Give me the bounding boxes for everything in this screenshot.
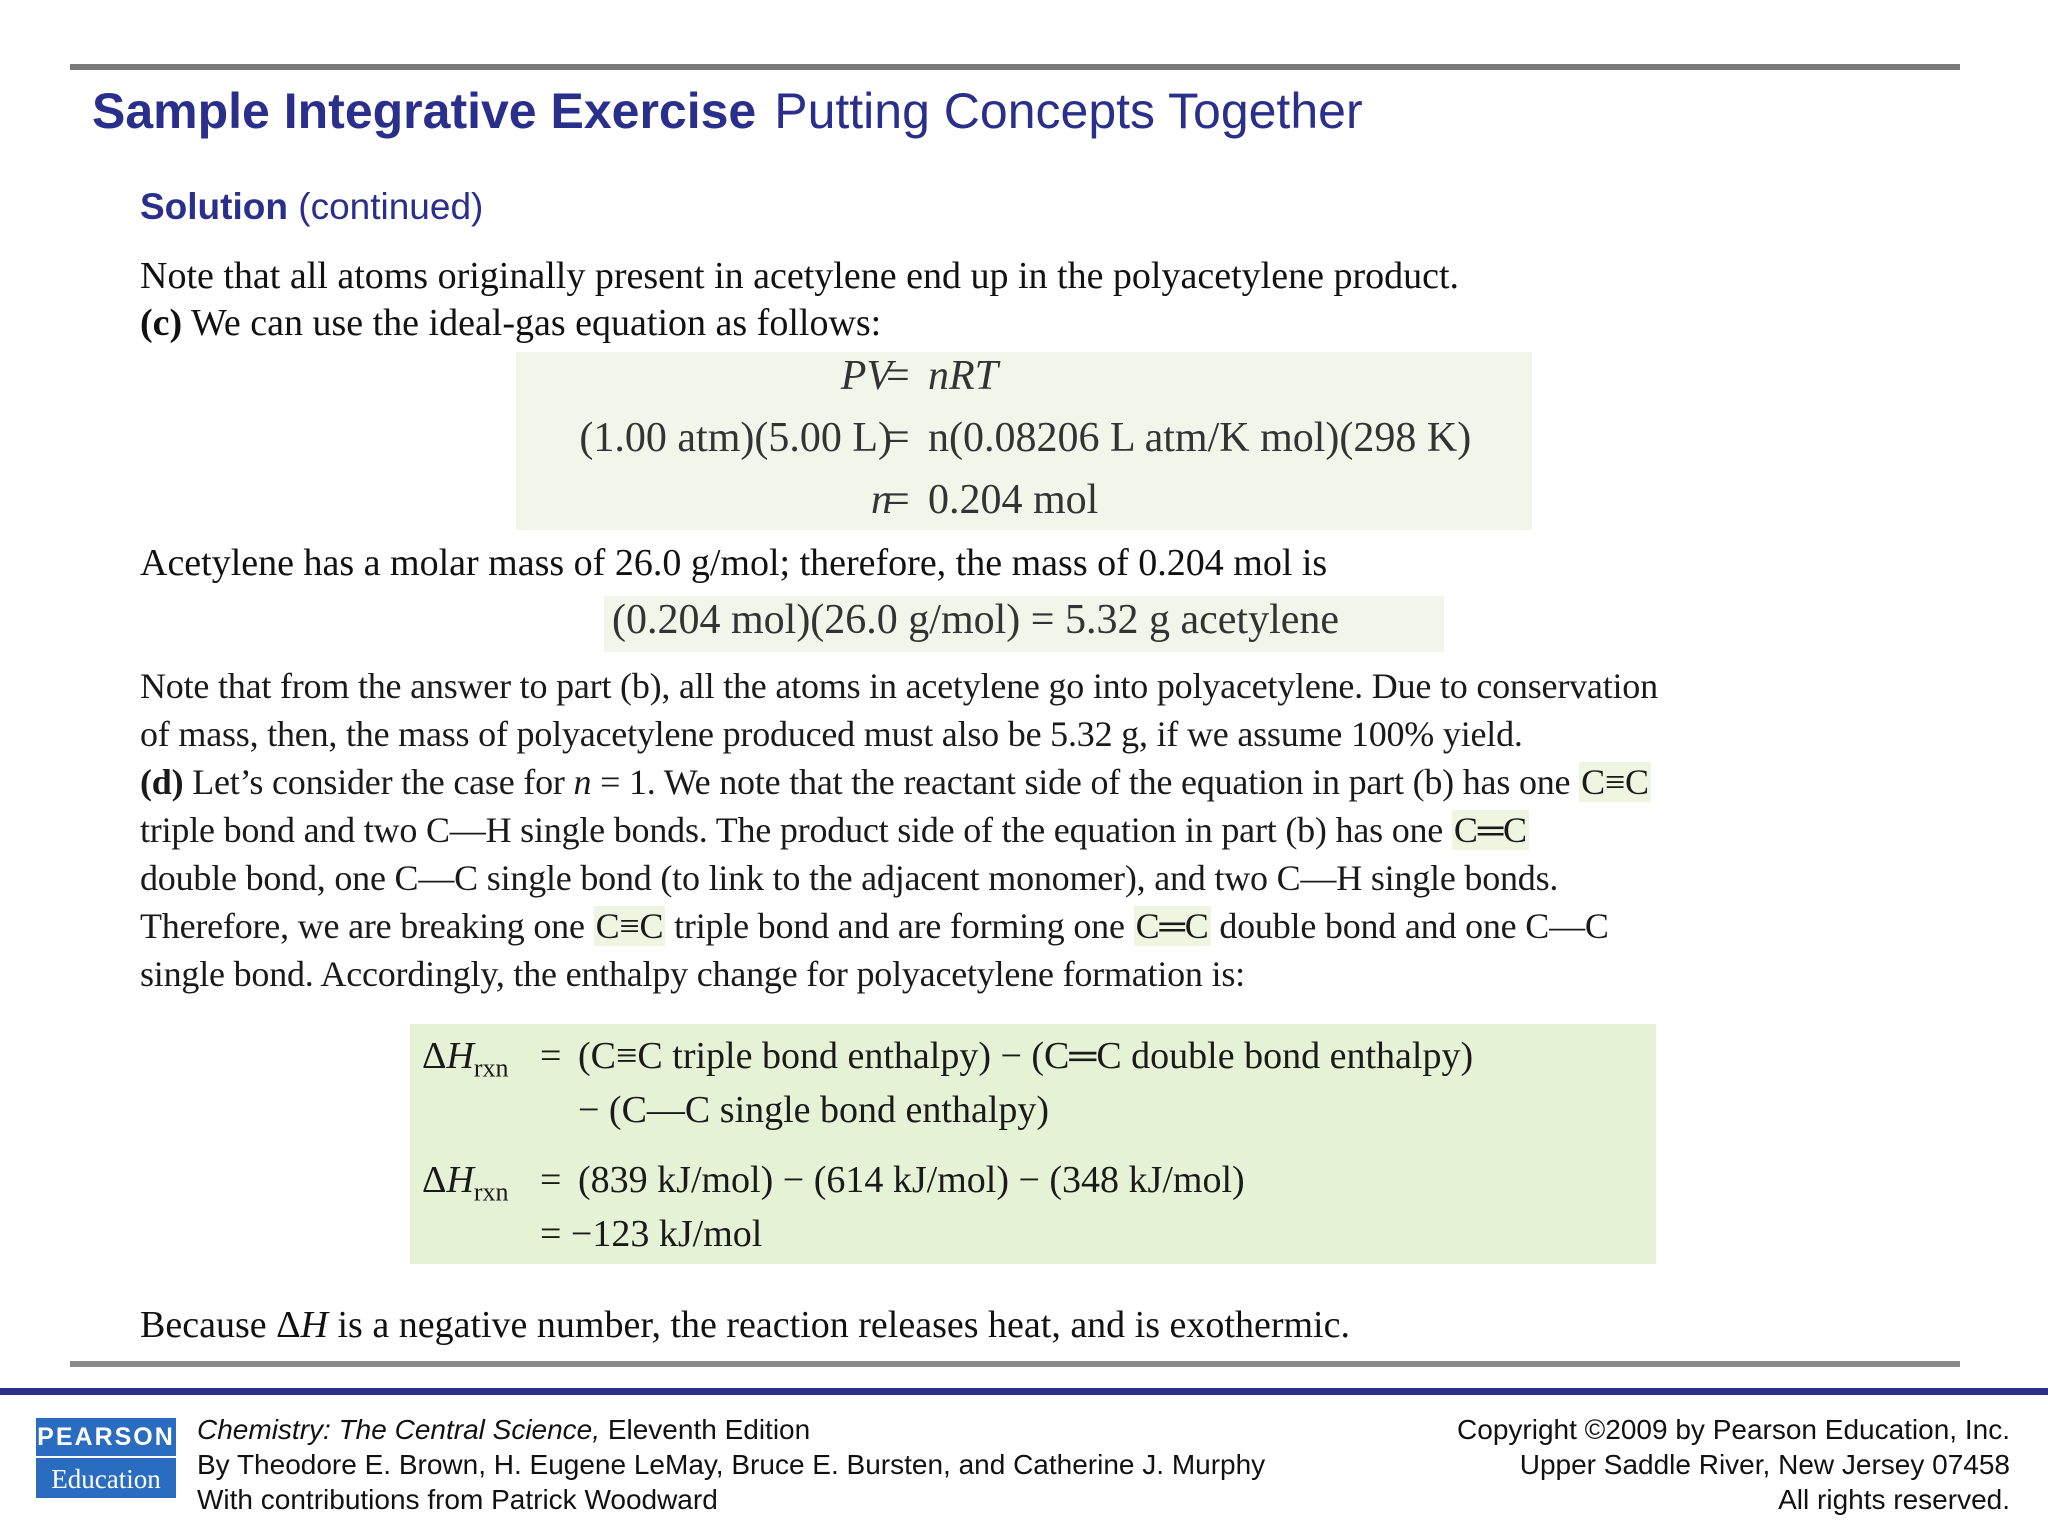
- eq-row2-rhs: n(0.08206 L atm/K mol)(298 K): [928, 415, 1472, 461]
- footer-bar: [0, 1388, 2048, 1395]
- ideal-gas-equation-box: [516, 352, 1532, 530]
- double-bond-symbol-2: C═C: [1135, 906, 1209, 946]
- eq-row3-lhs: n: [871, 477, 892, 523]
- triple-bond-symbol-2: C≡C: [595, 906, 664, 946]
- footer-book-title: Chemistry: The Central Science,: [197, 1414, 601, 1445]
- eq-row1-rhs: nRT: [928, 353, 999, 399]
- conclusion-line: [140, 1303, 1350, 1347]
- h-variable: H: [446, 1035, 474, 1077]
- part-c-text: We can use the ideal-gas equation as follows:: [191, 302, 882, 344]
- copyright-line-2: Upper Saddle River, New Jersey 07458: [1519, 1449, 2010, 1480]
- delta-symbol-2: Δ: [422, 1159, 447, 1201]
- logo-pearson: PEARSON: [37, 1423, 175, 1451]
- eq-row2-sign: =: [886, 415, 910, 461]
- mass-equation-box: [604, 596, 1444, 652]
- logo-education: Education: [36, 1456, 176, 1500]
- enthalpy-eq-sign-2: =: [540, 1159, 562, 1201]
- copyright-line-3: All rights reserved.: [1778, 1484, 2010, 1515]
- enthalpy-lhs-2: [422, 1158, 509, 1208]
- para-line-4: [140, 809, 1529, 851]
- part-c-label: (c): [140, 302, 183, 344]
- rxn-subscript-2: rxn: [473, 1177, 509, 1207]
- para-line-2: of mass, then, the mass of polyacetylene produced must also be 5.32 g, if we assume 100% yield.: [140, 714, 1523, 754]
- intro-line-1: Note that all atoms originally present in acetylene end up in the polyacetylene product.: [140, 255, 1460, 297]
- enthalpy-row-3: (839 kJ/mol) − (614 kJ/mol) − (348 kJ/mol): [578, 1159, 1245, 1201]
- conclusion-pre: Because Δ: [140, 1304, 301, 1346]
- para-line-6-text-a: Therefore, we are breaking one: [140, 906, 585, 946]
- footer-contributions: With contributions from Patrick Woodward: [197, 1484, 718, 1515]
- solution-continued: (continued): [298, 186, 484, 227]
- title-subtitle: Putting Concepts Together: [774, 83, 1363, 139]
- enthalpy-lhs-1: [422, 1034, 509, 1084]
- footer-authors: By Theodore E. Brown, H. Eugene LeMay, Bruce E. Bursten, and Catherine J. Murphy: [197, 1449, 1266, 1480]
- enthalpy-row-2: − (C—C single bond enthalpy): [578, 1089, 1050, 1131]
- para-line-3: [140, 761, 1651, 803]
- solution-label: Solution: [140, 186, 288, 227]
- rxn-subscript: rxn: [473, 1053, 509, 1083]
- footer-copyright: [1457, 1412, 2010, 1517]
- copyright-line-1: Copyright ©2009 by Pearson Education, Inc.: [1457, 1414, 2010, 1445]
- enthalpy-equation-box: [410, 1024, 1656, 1264]
- part-d-label: (d): [140, 762, 184, 802]
- eq-row2-lhs: (1.00 atm)(5.00 L): [579, 415, 892, 461]
- h-variable-2: H: [446, 1159, 474, 1201]
- para-line-3-text-a: Let’s consider the case for: [192, 762, 565, 802]
- eq-row3-rhs: 0.204 mol: [928, 477, 1099, 523]
- pearson-education-logo: [36, 1418, 176, 1498]
- para-line-6-text-c: double bond and one C—C: [1219, 906, 1609, 946]
- slide-title: [92, 82, 1363, 140]
- eq-row1-sign: =: [886, 353, 910, 399]
- eq-row1-lhs: PV: [840, 353, 892, 399]
- footer-edition: Eleventh Edition: [600, 1414, 811, 1445]
- para-line-7: single bond. Accordingly, the enthalpy change for polyacetylene formation is:: [140, 954, 1245, 994]
- top-divider: [70, 64, 1960, 70]
- delta-symbol: Δ: [422, 1035, 447, 1077]
- triple-bond-symbol: C≡C: [1581, 762, 1649, 802]
- solution-heading: [140, 186, 483, 228]
- para-line-6-text-b: triple bond and are forming one: [674, 906, 1125, 946]
- molar-mass-line: Acetylene has a molar mass of 26.0 g/mol; therefore, the mass of 0.204 mol is: [140, 542, 1328, 584]
- intro-line-2: [140, 301, 881, 345]
- bottom-divider: [70, 1361, 1960, 1367]
- para-line-3-text-b: = 1. We note that the reactant side of the equation in part (b) has one: [600, 762, 1571, 802]
- para-line-1: Note that from the answer to part (b), all the atoms in acetylene go into polyacetylene. Due to conservation: [140, 666, 1658, 706]
- eq-row3-sign: =: [886, 477, 910, 523]
- para-line-6: [140, 905, 1609, 947]
- conclusion-post: is a negative number, the reaction releases heat, and is exothermic.: [328, 1304, 1350, 1346]
- variable-n: n: [573, 762, 592, 802]
- footer-book-line: [197, 1412, 1265, 1447]
- footer-citation: [197, 1412, 1265, 1517]
- para-line-5: double bond, one C—C single bond (to link to the adjacent monomer), and two C—H single bonds.: [140, 858, 1559, 898]
- mass-equation: (0.204 mol)(26.0 g/mol) = 5.32 g acetylene: [612, 597, 1340, 643]
- title-bold: Sample Integrative Exercise: [92, 83, 757, 139]
- enthalpy-row-1: (C≡C triple bond enthalpy) − (C═C double bond enthalpy): [578, 1035, 1474, 1077]
- para-line-4-text: triple bond and two C—H single bonds. The product side of the equation in part (b) has one: [140, 810, 1444, 850]
- double-bond-symbol: C═C: [1453, 810, 1527, 850]
- enthalpy-eq-sign-1: =: [540, 1035, 562, 1077]
- conclusion-h: H: [300, 1304, 328, 1346]
- enthalpy-row-4: = −123 kJ/mol: [540, 1213, 763, 1255]
